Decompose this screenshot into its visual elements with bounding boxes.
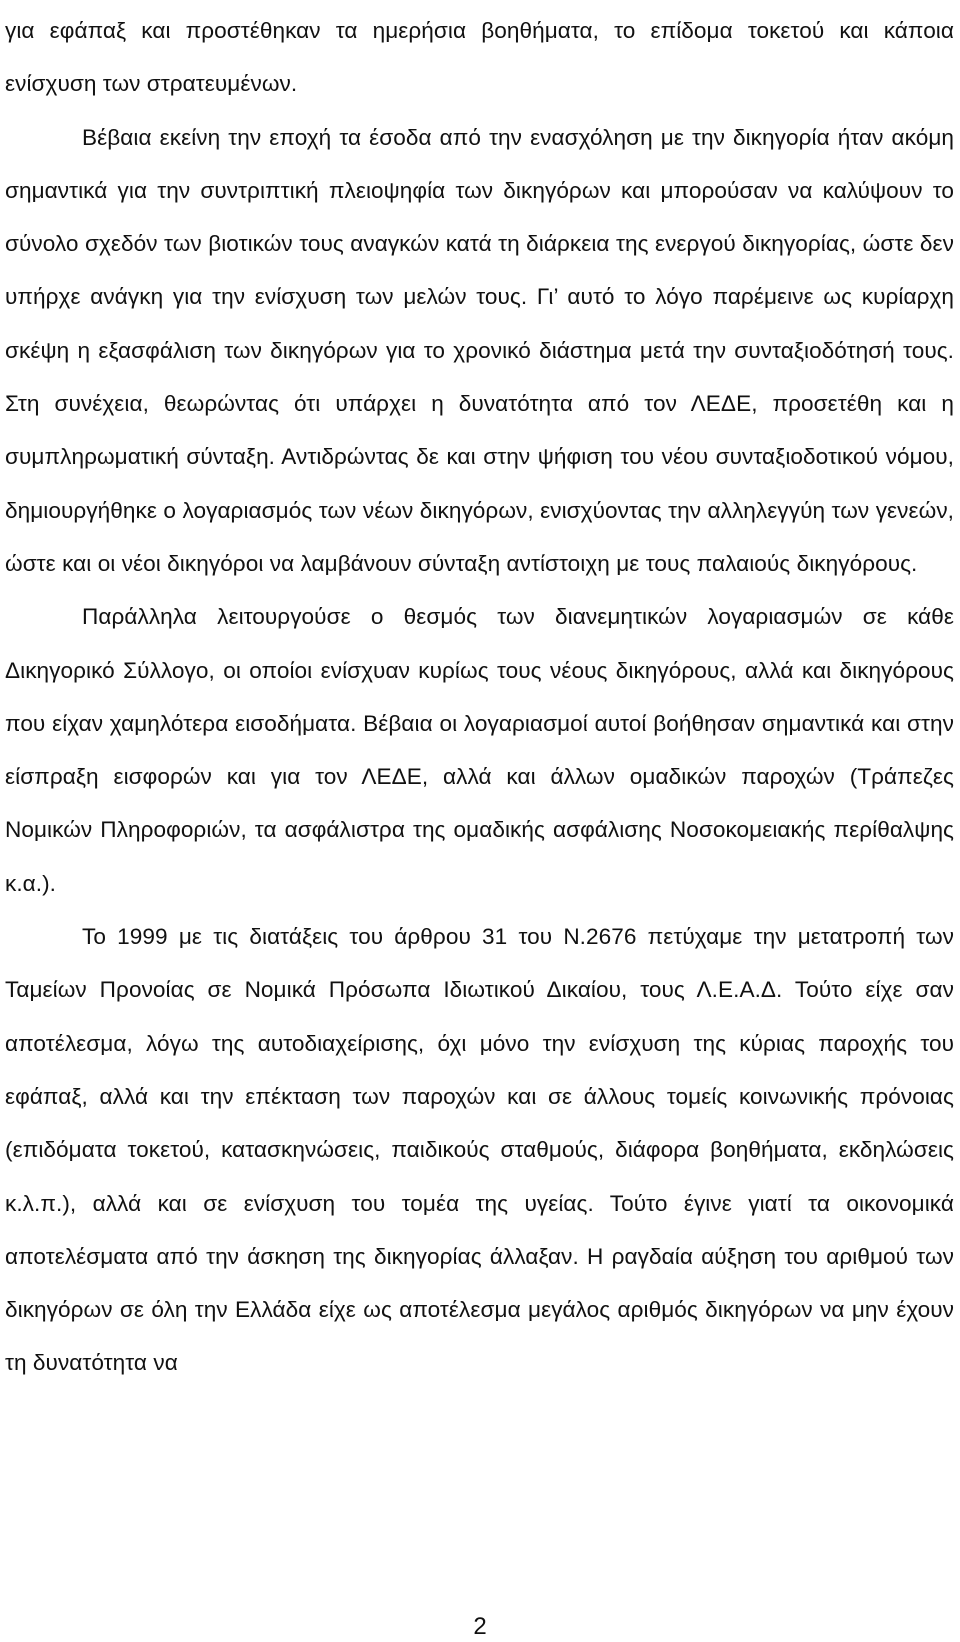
paragraph-continuation: για εφάπαξ και προστέθηκαν τα ημερήσια βοηθήματα, το επίδομα τοκετού και κάποια ενίσχυση των στρατευμένων. (5, 18, 954, 97)
page-number: 2 (473, 1613, 487, 1640)
paragraph-distributive-accounts: Παράλληλα λειτουργούσε ο θεσμός των διανεμητικών λογαριασμών σε κάθε Δικηγορικό Σύλλογο, οι οποίοι ενίσχυαν κυρίως τους νέους δικηγόρους, αλλά και δικηγόρους που είχαν χαμηλότερα εισοδήματα. Βέβαια οι λογαριασμοί αυτοί βοήθησαν σημαντικά και στην είσπραξη εισφορών και για τον ΛΕΔΕ, αλλά και άλλων ομαδικών παροχών (Τράπεζες Νομικών Πληροφοριών, τα ασφάλιστρα της ομαδικής ασφάλισης Νοσοκομειακής περίθαλψης κ.α.). (5, 604, 954, 896)
body-text (5, 4, 954, 1390)
paragraph-income-from-law-practice: Βέβαια εκείνη την εποχή τα έσοδα από την ενασχόληση με την δικηγορία ήταν ακόμη σημαντικά για την συντριπτική πλειοψηφία των δικηγόρων και μπορούσαν να καλύψουν το σύνολο σχεδόν των βιοτικών τους αναγκών κατά τη διάρκεια της ενεργού δικηγορίας, ώστε δεν υπήρχε ανάγκη για την ενίσχυση των μελών τους. Γι’ αυτό το λόγο παρέμεινε ως κυρίαρχη σκέψη η εξασφάλιση των δικηγόρων για το χρονικό διάστημα μετά την συνταξιοδότησή τους. Στη συνέχεια, θεωρώντας ότι υπάρχει η δυνατότητα από τον ΛΕΔΕ, προσετέθη και η συμπληρωματική σύνταξη. Αντιδρώντας δε και στην ψήφιση του νέου συνταξιοδοτικού νόμου, δημιουργήθηκε ο λογαριασμός των νέων δικηγόρων, ενισχύοντας την αλληλεγγύη των γενεών, ώστε και οι νέοι δικηγόροι να λαμβάνουν σύνταξη αντίστοιχη με τους παλαιούς δικηγόρους. (5, 124, 954, 576)
paragraph-law-2676-conversion: Το 1999 με τις διατάξεις του άρθρου 31 του Ν.2676 πετύχαμε την μετατροπή των Ταμείων Προνοίας σε Νομικά Πρόσωπα Ιδιωτικού Δικαίου, τους Λ.Ε.Α.Δ. Τούτο είχε σαν αποτέλεσμα, λόγω της αυτοδιαχείρισης, όχι μόνο την ενίσχυση της κύριας παροχής του εφάπαξ, αλλά και την επέκταση των παροχών και σε άλλους τομείς κοινωνικής πρόνοιας (επιδόματα τοκετού, κατασκηνώσεις, παιδικούς σταθμούς, διάφορα βοηθήματα, εκδηλώσεις κ.λ.π.), αλλά και σε ενίσχυση του τομέα της υγείας. Τούτο έγινε γιατί τα οικονομικά αποτελέσματα από την άσκηση της δικηγορίας άλλαξαν. Η ραγδαία αύξηση του αριθμού των δικηγόρων σε όλη την Ελλάδα είχε ως αποτέλεσμα μεγάλος αριθμός δικηγόρων να μην έχουν τη δυνατότητα να (5, 924, 954, 1376)
